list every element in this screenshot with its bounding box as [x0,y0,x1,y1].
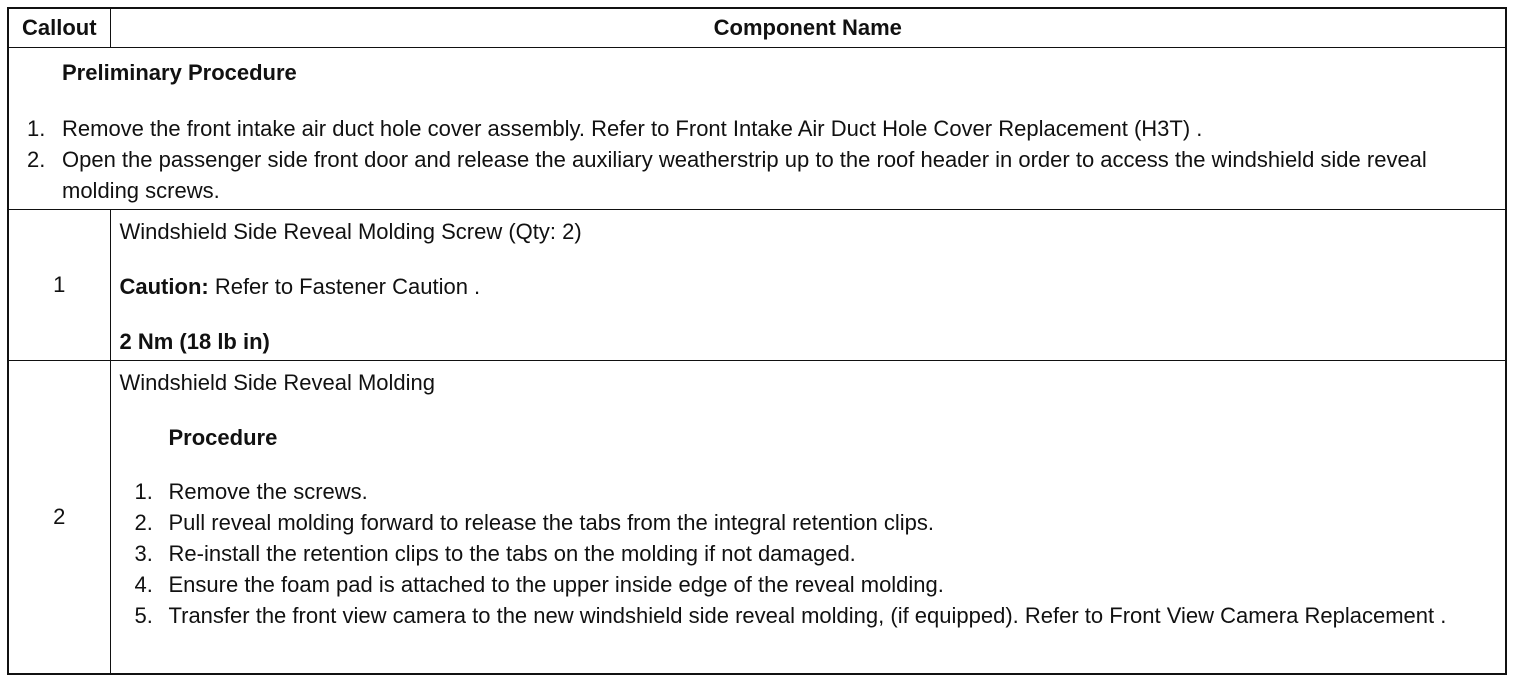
list-item [9,144,1505,206]
callout-number: 2 [9,361,110,674]
caution-note [120,273,1506,301]
step-number: 3. [134,541,153,566]
procedure-heading: Procedure [168,425,278,450]
torque-spec: 2 Nm (18 lb in) [119,329,270,354]
table-row [9,210,1505,361]
preliminary-procedure-cell [9,48,1505,210]
step-text: Open the passenger side front door and release the auxiliary weatherstrip up to the roof header in order to access the windshield side reveal molding screws. [62,147,1427,203]
preliminary-procedure-row [9,48,1505,210]
list-item [120,507,1506,538]
step-text: Re-install the retention clips to the tabs on the molding if not damaged. [168,541,856,566]
preliminary-steps-list [9,113,1505,206]
callout-number: 1 [9,210,110,361]
component-name: Windshield Side Reveal Molding Screw (Qty: 2) [119,219,582,244]
caution-text: Refer to Fastener Caution . [208,274,481,299]
step-text: Remove the screws. [168,479,368,504]
list-item [120,569,1506,600]
list-item [120,476,1506,507]
procedure-table-container [7,7,1507,675]
step-number: 1. [134,479,153,504]
preliminary-procedure-heading: Preliminary Procedure [62,60,297,85]
step-number: 2. [27,147,46,172]
step-text: Pull reveal molding forward to release the tabs from the integral retention clips. [168,510,934,535]
step-number: 1. [27,116,46,141]
header-component-name: Component Name [110,9,1505,48]
list-item [120,538,1506,569]
step-number: 5. [134,603,153,628]
procedure-table [9,9,1505,674]
step-text: Transfer the front view camera to the new windshield side reveal molding, (if equipped). Refer to Front View Camera Replacement . [168,603,1447,628]
caution-label: Caution: [119,274,209,299]
table-row [9,361,1505,674]
procedure-steps-list [120,476,1506,631]
component-name: Windshield Side Reveal Molding [119,370,435,395]
component-cell [110,210,1505,361]
step-text: Remove the front intake air duct hole cover assembly. Refer to Front Intake Air Duct Hole Cover Replacement (H3T) . [62,116,1203,141]
step-text: Ensure the foam pad is attached to the upper inside edge of the reveal molding. [168,572,944,597]
component-cell [110,361,1505,674]
step-number: 4. [134,572,153,597]
list-item [9,113,1505,144]
header-callout: Callout [9,9,110,48]
table-header-row [9,9,1505,48]
step-number: 2. [134,510,153,535]
list-item [120,600,1506,631]
